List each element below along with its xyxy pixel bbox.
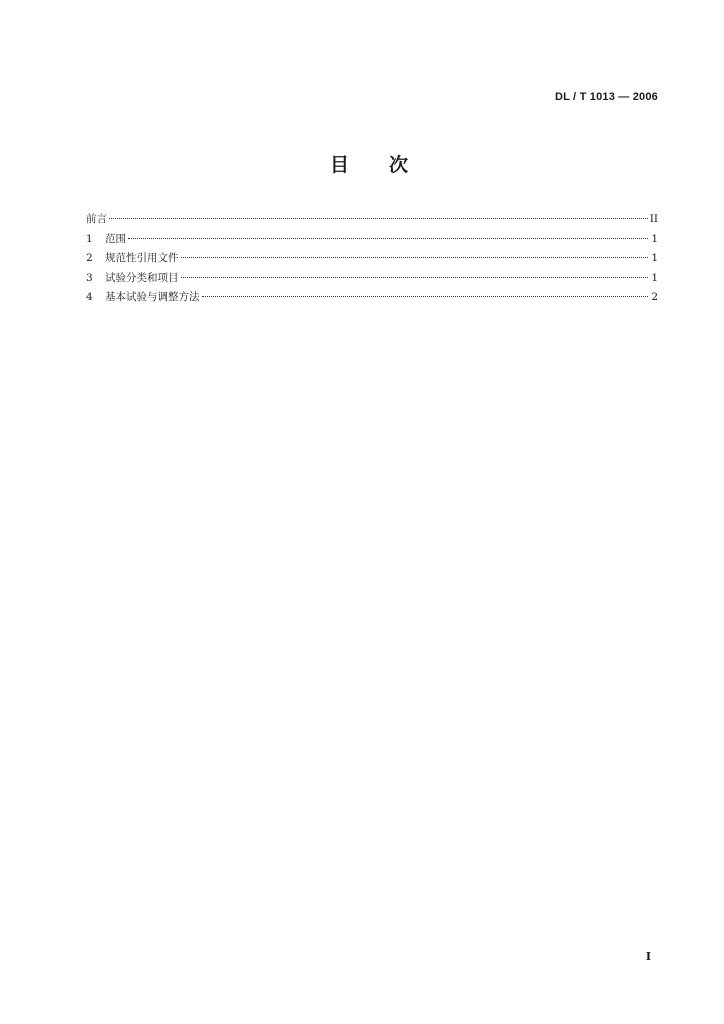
toc-dot-leader	[202, 296, 649, 297]
toc-entry-page: II	[649, 213, 658, 225]
toc-entry-basic-tests[interactable]	[86, 288, 658, 308]
toc-entry-page: 1	[651, 232, 658, 245]
toc-entry-page: 1	[651, 271, 658, 284]
table-of-contents	[86, 210, 658, 308]
toc-entry-text: 基本试验与调整方法	[105, 291, 200, 303]
toc-entry-page: 2	[651, 291, 658, 303]
toc-entry-page: 1	[651, 252, 658, 264]
toc-entry-text: 前言	[86, 213, 107, 225]
toc-title	[0, 150, 724, 177]
toc-entry-number: 1	[86, 232, 93, 245]
toc-dot-leader	[128, 238, 648, 239]
toc-entry-number: 4	[86, 291, 93, 303]
toc-entry-normative-references[interactable]	[86, 249, 658, 269]
toc-entry-text: 规范性引用文件	[105, 252, 179, 264]
toc-dot-leader	[109, 218, 648, 219]
toc-entry-scope[interactable]	[86, 230, 658, 250]
toc-title-char-1: 目	[329, 154, 349, 176]
toc-entry-text: 范围	[105, 232, 126, 245]
toc-entry-number: 3	[86, 271, 93, 284]
toc-entry-number: 2	[86, 252, 93, 264]
toc-dot-leader	[181, 277, 649, 278]
toc-entry-foreword[interactable]	[86, 210, 658, 230]
toc-title-char-2: 次	[389, 154, 409, 176]
standard-code: DL / T 1013 — 2006	[554, 91, 658, 103]
toc-entry-text: 试验分类和项目	[105, 271, 179, 284]
page-number: I	[645, 950, 651, 963]
toc-entry-test-classification[interactable]	[86, 269, 658, 289]
toc-dot-leader	[181, 257, 649, 258]
